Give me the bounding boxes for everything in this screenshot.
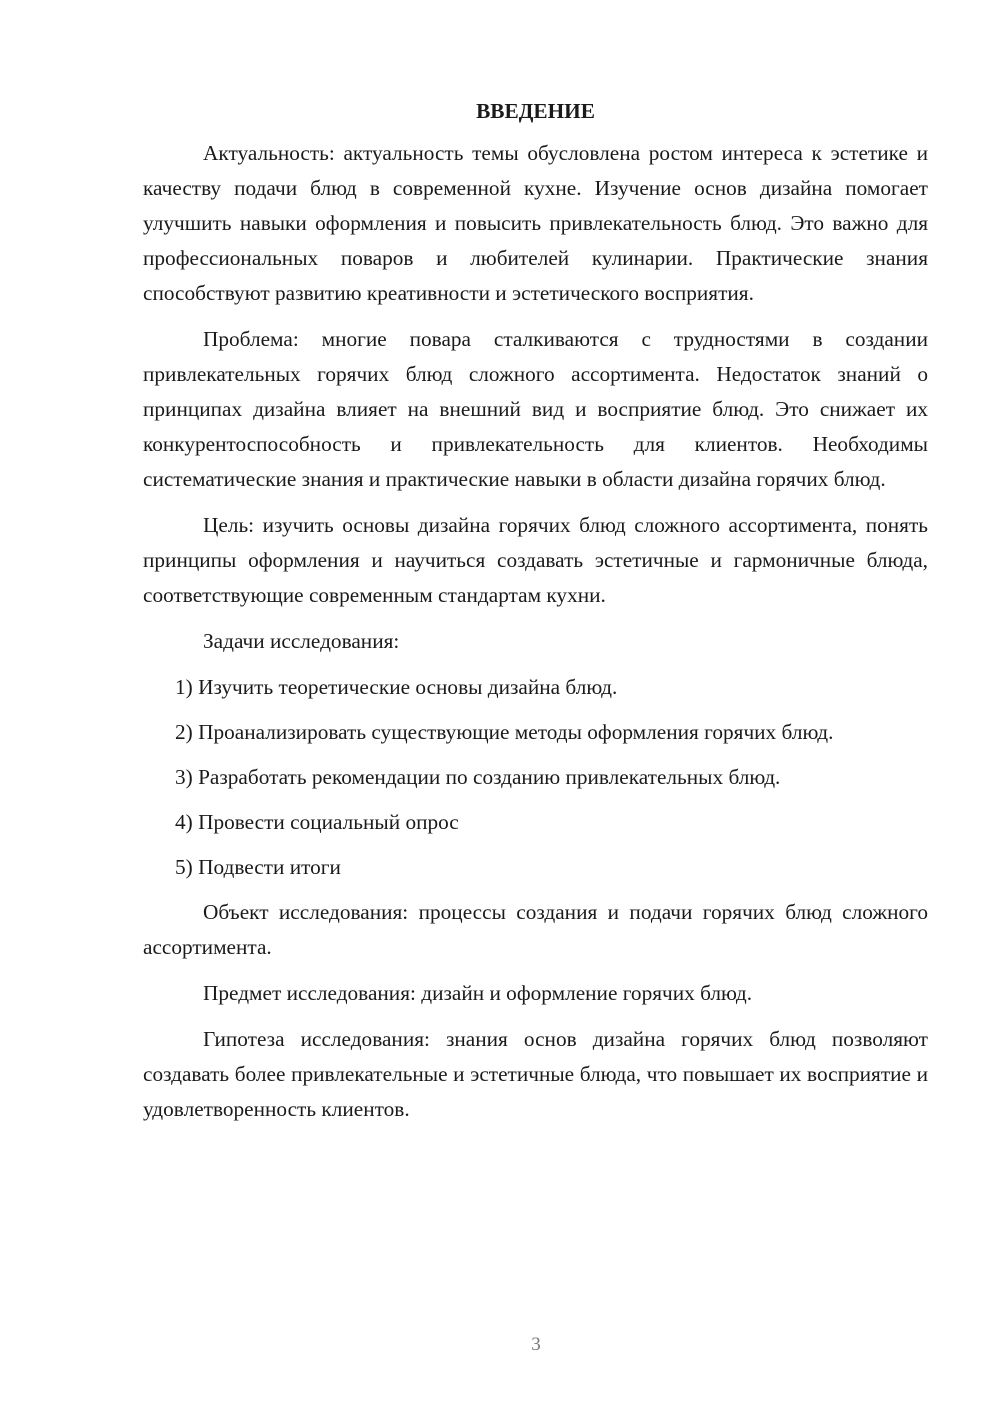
section-heading: ВВЕДЕНИЕ (476, 99, 595, 123)
task-item-5: 5) Подвести итоги (175, 855, 341, 879)
tasks-intro: Задачи исследования: (203, 629, 400, 653)
hypothesis-paragraph: Гипотеза исследования: знания основ дизайна горячих блюд позволяют создавать более привлекательные и эстетичные блюда, что повышает их восприятие и удовлетворенность клиентов. (143, 1027, 928, 1121)
relevance-paragraph: Актуальность: актуальность темы обусловлена ростом интереса к эстетике и качеству подачи блюд в современной кухне. Изучение основ дизайна помогает улучшить навыки оформления и повысить привлекательность блюд. Это важно для профессиональных поваров и любителей кулинарии. Практические знания способствуют развитию креативности и эстетического восприятия. (143, 141, 928, 305)
page-body (143, 94, 928, 1138)
tasks-list (143, 670, 928, 885)
page-number: 3 (531, 1334, 541, 1355)
task-item-1: 1) Изучить теоретические основы дизайна блюд. (175, 675, 618, 699)
goal-paragraph: Цель: изучить основы дизайна горячих блюд сложного ассортимента, понять принципы оформления и научиться создавать эстетичные и гармоничные блюда, соответствующие современным стандартам кухни. (143, 513, 928, 607)
task-item-4: 4) Провести социальный опрос (175, 810, 459, 834)
task-item-3: 3) Разработать рекомендации по созданию привлекательных блюд. (175, 765, 781, 789)
subject-paragraph: Предмет исследования: дизайн и оформление горячих блюд. (203, 981, 753, 1005)
task-item-2: 2) Проанализировать существующие методы оформления горячих блюд. (175, 720, 834, 744)
problem-paragraph: Проблема: многие повара сталкиваются с трудностями в создании привлекательных горячих блюд сложного ассортимента. Недостаток знаний о принципах дизайна влияет на внешний вид и восприятие блюд. Это снижает их конкурентоспособность и привлекательность для клиентов. Необходимы систематические знания и практические навыки в области дизайна горячих блюд. (143, 327, 928, 491)
object-paragraph: Объект исследования: процессы создания и подачи горячих блюд сложного ассортимента. (143, 900, 928, 959)
